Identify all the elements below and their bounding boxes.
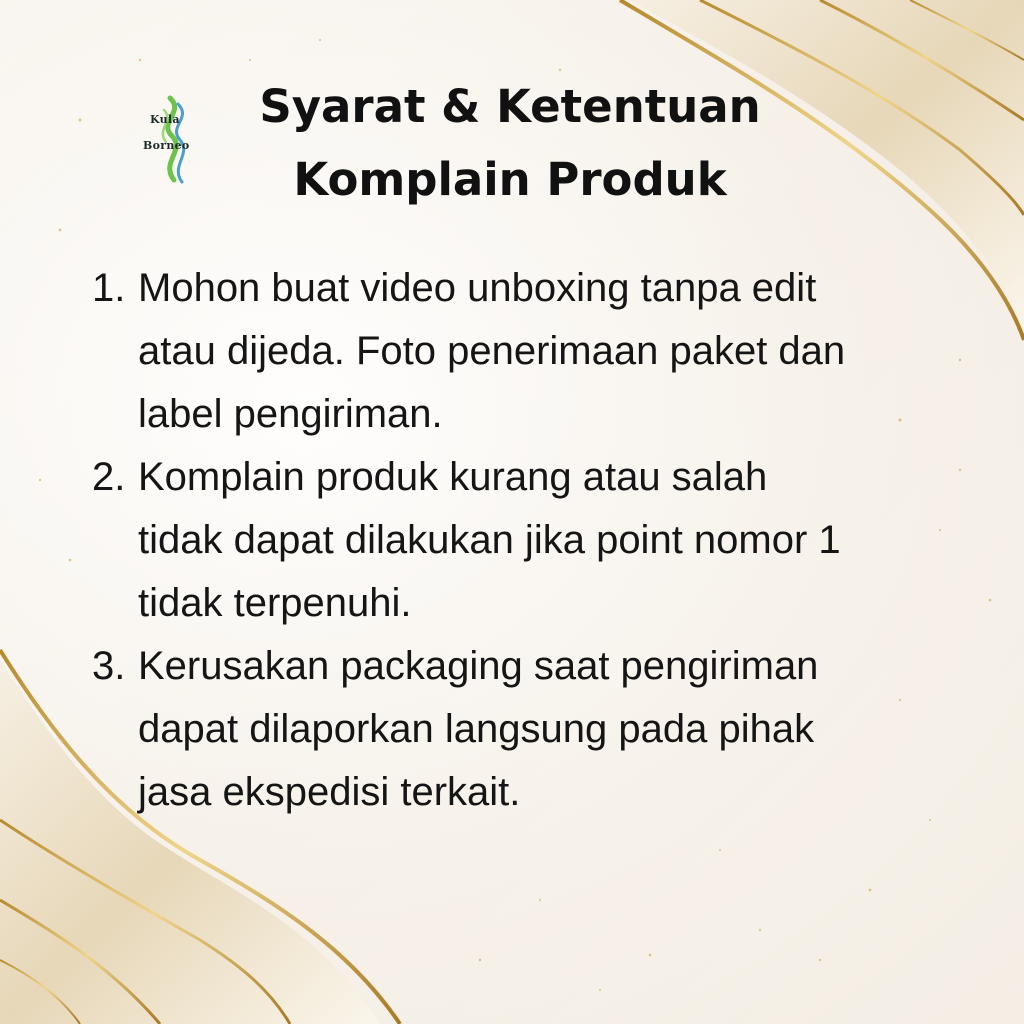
logo-text-line1: Kula — [150, 113, 180, 126]
term-line: Komplain produk kurang atau salah — [138, 455, 768, 499]
term-line: Kerusakan packaging saat pengiriman — [138, 644, 819, 688]
term-line: tidak dapat dilakukan jika point nomor 1 — [138, 518, 841, 562]
term-line: Mohon buat video unboxing tanpa edit — [138, 266, 817, 310]
term-line: dapat dilaporkan langsung pada pihak — [138, 707, 815, 751]
term-text — [138, 446, 972, 635]
page-title-line1: Syarat & Ketentuan — [259, 80, 761, 133]
term-text — [138, 257, 972, 446]
term-item — [92, 635, 972, 824]
terms-list — [92, 257, 972, 824]
term-line: atau dijeda. Foto penerimaan paket dan — [138, 329, 846, 373]
logo-text-line2: Borneo — [143, 139, 190, 152]
term-line: tidak terpenuhi. — [138, 581, 412, 625]
term-number: 1. — [92, 266, 126, 310]
term-line: jasa ekspedisi terkait. — [138, 770, 521, 814]
term-number: 2. — [92, 455, 126, 499]
term-item — [92, 257, 972, 446]
term-text — [138, 635, 972, 824]
term-line: label pengiriman. — [138, 392, 443, 436]
term-number: 3. — [92, 644, 126, 688]
term-item — [92, 446, 972, 635]
page-title-line2: Komplain Produk — [293, 153, 727, 206]
